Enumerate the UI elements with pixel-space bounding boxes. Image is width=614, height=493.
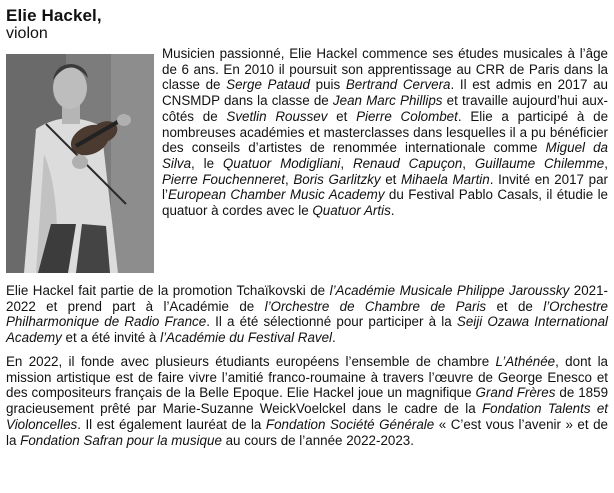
violinist-portrait-image [6, 54, 154, 273]
italic-name: Guillaume Chilemme [474, 155, 605, 171]
italic-name: Grand Frères [475, 385, 556, 401]
italic-name: Fondation Société Générale [265, 416, 435, 432]
italic-name: l’Orchestre Philharmonique de Radio France [6, 298, 608, 330]
italic-name: Quatuor Artis [312, 203, 391, 219]
italic-name: Pierre Colombet [356, 108, 458, 124]
italic-name: l’Académie Musicale Philippe Jaroussky [329, 283, 570, 298]
italic-name: Quatuor Modigliani [222, 155, 341, 171]
italic-name: Fondation Safran pour la musique [20, 432, 222, 448]
italic-name: Serge Pataud [226, 77, 310, 93]
italic-name: l’Académie du Festival Ravel [160, 330, 333, 346]
artist-instrument: violon [6, 25, 48, 42]
italic-name: Bertrand Cervera [345, 77, 451, 93]
italic-name: L’Athénée [495, 354, 556, 369]
bio-paragraph-1: Musicien passionné, Elie Hackel commence ses études musicales à l’âge de 6 ans. En 2010 il poursuit son apprentissage au CRR de Paris dans la classe de Serge Pataud puis Bertrand Cervera. Il est admis en 2017 au CNSMDP dans la classe de Jean Marc Phillips et travaille aujourd’hui aux-côtés de Svetlin Roussev et Pierre Colombet. Elie a participé à de nombreuses académies et masterclasses dans lesquelles il a pu bénéficier des conseils d’artistes de renommée internationale comme Miguel da Silva, le Quatuor Modigliani, Renaud Capuçon, Guillaume Chilemme, Pierre Fouchenneret, Boris Garlitzky et Mihaela Martin. Invité en 2017 par l’European Chamber Music Academy du Festival Pablo Casals, il étudie le quatuor à cordes avec le Quatuor Artis. [162, 46, 609, 219]
italic-name: Jean Marc Phillips [332, 93, 443, 109]
italic-name: Miguel da Silva [162, 140, 609, 171]
italic-name: European Chamber Music Academy [167, 187, 385, 203]
italic-name: Renaud Capuçon [352, 155, 463, 171]
artist-name: Elie Hackel, [6, 6, 102, 25]
italic-name: Seiji Ozawa International Academy [6, 314, 608, 346]
italic-name: l’Orchestre de Chambre de Paris [264, 298, 487, 314]
italic-name: Mihaela Martin [400, 171, 490, 187]
italic-name: Svetlin Roussev [226, 108, 328, 124]
bio-paragraph-3: En 2022, il fonde avec plusieurs étudiants européens l’ensemble de chambre L’Athénée, dont la mission artistique est de faire vivre l’amitié franco-roumaine à travers l’œuvre de George Enesco et des compositeurs français de la Belle Epoque. Elie Hackel joue un magnifique Grand Frères de 1859 gracieusement prêté par Marie-Suzanne WeickVoelckel dans le cadre de la Fondation Talents et Violoncelles. Il est également lauréat de la Fondation Société Générale « C’est vous l’avenir » et de la Fondation Safran pour la musique au cours de l’année 2022-2023. [6, 354, 609, 448]
bio-paragraph-2: Elie Hackel fait partie de la promotion Tchaïkovski de l’Académie Musicale Philippe Jaroussky 2021-2022 et prend part à l’Académie de l’Orchestre de Chambre de Paris et de l’Orchestre Philharmonique de Radio France. Il a été sélectionné pour participer à la Seiji Ozawa International Academy et a été invité à l’Académie du Festival Ravel. [6, 283, 609, 346]
italic-name: Boris Garlitzky [293, 171, 381, 187]
artist-photo [6, 54, 154, 273]
italic-name: Fondation Talents et Violoncelles [6, 401, 608, 432]
italic-name: Pierre Fouchenneret [162, 171, 285, 187]
